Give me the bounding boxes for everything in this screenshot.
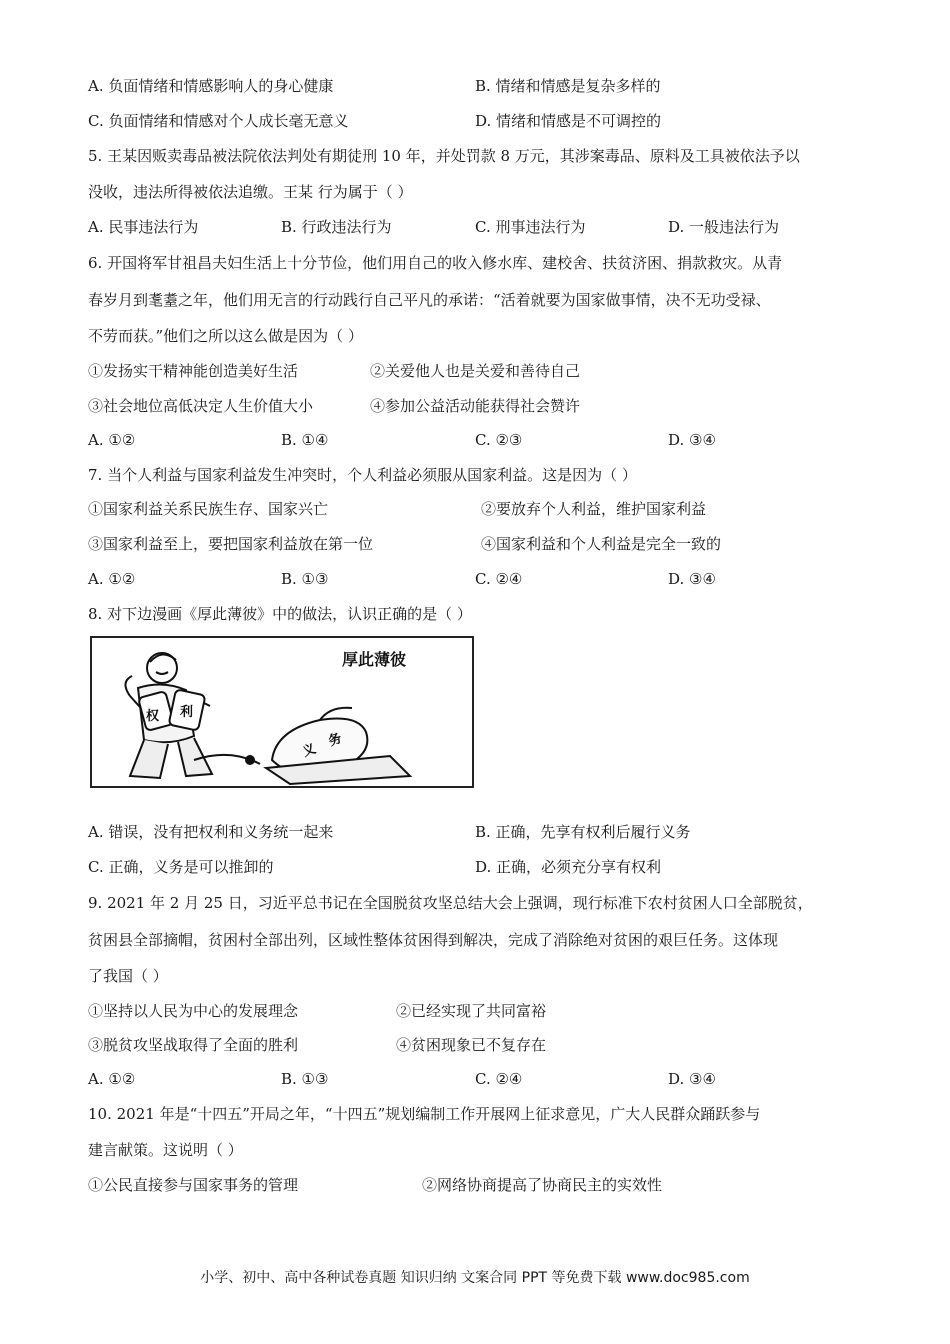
q4-option-b: B. 情绪和情感是复杂多样的 [475, 77, 661, 95]
q5-stem-line1: 5. 王某因贩卖毒品被法院依法判处有期徒刑 10 年，并处罚款 8 万元，其涉案毒品、原料及工具被依法予以 [88, 147, 800, 165]
q9-stem-line2: 贫困县全部摘帽，贫困村全部出列，区域性整体贫困得到解决，完成了消除绝对贫困的艰巨任务。这体现 [88, 931, 779, 949]
q8-option-d: D. 正确，必须充分享有权利 [475, 858, 662, 876]
cartoon-title: 厚此薄彼 [342, 650, 407, 669]
q6-option-b: B. ①④ [281, 431, 329, 449]
q6-statement-1: ①发扬实干精神能创造美好生活 [88, 362, 299, 380]
q7-option-a: A. ①② [88, 570, 136, 588]
q7-option-b: B. ①③ [281, 570, 329, 588]
q6-statement-2: ②关爱他人也是关爱和善待自己 [370, 362, 581, 380]
q7-statement-1: ①国家利益关系民族生存、国家兴亡 [88, 500, 329, 518]
q7-option-d: D. ③④ [668, 570, 716, 588]
q9-option-b: B. ①③ [281, 1070, 329, 1088]
q8-option-a: A. 错误，没有把权利和义务统一起来 [88, 823, 334, 841]
q6-statement-4: ④参加公益活动能获得社会赞许 [370, 397, 581, 415]
q9-statement-2: ②已经实现了共同富裕 [396, 1002, 547, 1020]
q10-statement-1: ①公民直接参与国家事务的管理 [88, 1176, 299, 1194]
q7-statement-2: ②要放弃个人利益，维护国家利益 [481, 500, 707, 518]
q10-statement-2: ②网络协商提高了协商民主的实效性 [422, 1176, 663, 1194]
q5-option-b: B. 行政违法行为 [281, 218, 392, 236]
q9-statement-1: ①坚持以人民为中心的发展理念 [88, 1002, 299, 1020]
q6-option-d: D. ③④ [668, 431, 716, 449]
page-footer: 小学、初中、高中各种试卷真题 知识归纳 文案合同 PPT 等免费下载 www.doc985.com [200, 1270, 750, 1286]
q9-statement-3: ③脱贫攻坚战取得了全面的胜利 [88, 1036, 299, 1054]
q9-statement-4: ④贫困现象已不复存在 [396, 1036, 547, 1054]
q6-stem-line1: 6. 开国将军甘祖昌夫妇生活上十分节俭，他们用自己的收入修水库、建校舍、扶贫济困、捐款救灾。从青 [88, 254, 783, 272]
q6-option-c: C. ②③ [475, 431, 523, 449]
q6-stem-line3: 不劳而获。”他们之所以这么做是因为（ ） [88, 327, 363, 345]
q7-option-c: C. ②④ [475, 570, 523, 588]
q9-option-a: A. ①② [88, 1070, 136, 1088]
q9-option-c: C. ②④ [475, 1070, 523, 1088]
q6-stem-line2: 春岁月到耄耋之年，他们用无言的行动践行自己平凡的承诺：“活着就要为国家做事情，决不无功受禄、 [88, 291, 771, 309]
q6-statement-3: ③社会地位高低决定人生价值大小 [88, 397, 314, 415]
q9-stem-line3: 了我国（ ） [88, 967, 168, 985]
q7-statement-3: ③国家利益至上，要把国家利益放在第一位 [88, 535, 374, 553]
q8-option-c: C. 正确，义务是可以推卸的 [88, 858, 274, 876]
q7-statement-4: ④国家利益和个人利益是完全一致的 [481, 535, 722, 553]
q9-stem-line1: 9. 2021 年 2 月 25 日，习近平总书记在全国脱贫攻坚总结大会上强调，现行标准下农村贫困人口全部脱贫， [88, 894, 813, 912]
cartoon-image [90, 636, 474, 788]
q10-stem-line2: 建言献策。这说明（ ） [88, 1141, 243, 1159]
q10-stem-line1: 10. 2021 年是“十四五”开局之年，“十四五”规划编制工作开展网上征求意见，广大人民群众踊跃参与 [88, 1105, 761, 1123]
q5-option-c: C. 刑事违法行为 [475, 218, 586, 236]
q8-stem: 8. 对下边漫画《厚此薄彼》中的做法，认识正确的是（ ） [88, 605, 472, 623]
q6-option-a: A. ①② [88, 431, 136, 449]
cartoon-char-2: 利 [180, 705, 194, 720]
q5-option-d: D. 一般违法行为 [668, 218, 780, 236]
q9-option-d: D. ③④ [668, 1070, 716, 1088]
q4-option-c: C. 负面情绪和情感对个人成长毫无意义 [88, 112, 349, 130]
cartoon-char-4: 务 [326, 730, 345, 750]
cartoon-char-3: 义 [300, 741, 319, 761]
q5-stem-line2: 没收，违法所得被依法追缴。王某 行为属于（ ） [88, 183, 413, 201]
cartoon-char-1: 权 [146, 709, 160, 724]
q4-option-d: D. 情绪和情感是不可调控的 [475, 112, 662, 130]
q4-option-a: A. 负面情绪和情感影响人的身心健康 [88, 77, 334, 95]
q5-option-a: A. 民事违法行为 [88, 218, 199, 236]
q8-option-b: B. 正确，先享有权利后履行义务 [475, 823, 691, 841]
q7-stem: 7. 当个人利益与国家利益发生冲突时，个人利益必须服从国家利益。这是因为（ ） [88, 466, 637, 484]
